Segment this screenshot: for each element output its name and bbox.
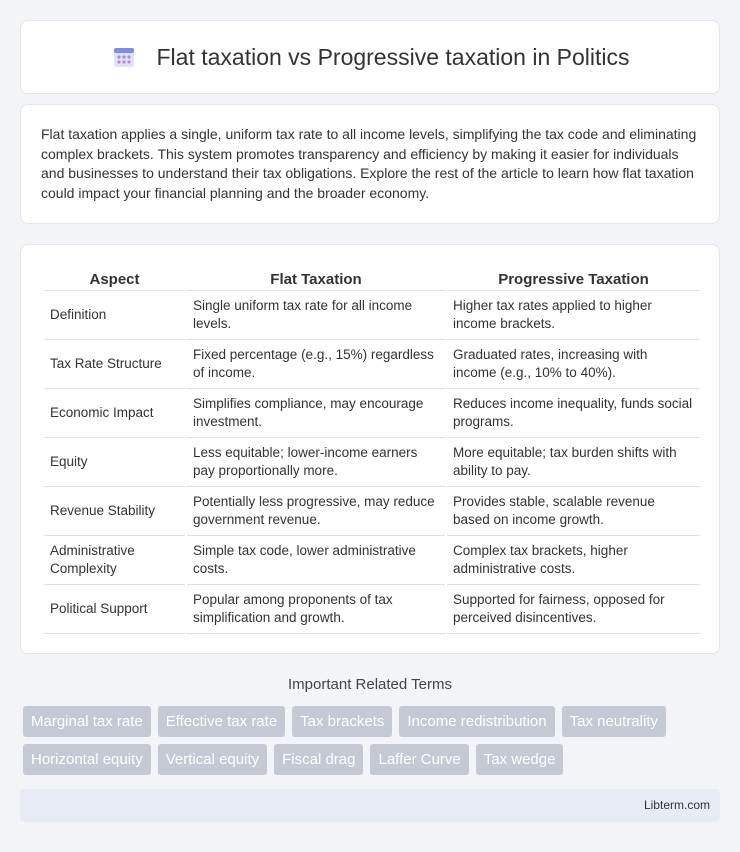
footer xyxy=(20,789,720,822)
term-tag[interactable]: Marginal tax rate xyxy=(23,706,151,737)
row-progressive: More equitable; tax burden shifts with ability to pay. xyxy=(447,438,700,487)
term-tag[interactable]: Vertical equity xyxy=(158,744,267,775)
term-tag[interactable]: Income redistribution xyxy=(399,706,554,737)
table-row xyxy=(44,585,700,634)
calendar-grid-icon xyxy=(111,44,137,70)
row-flat: Simple tax code, lower administrative costs. xyxy=(187,536,445,585)
row-progressive: Provides stable, scalable revenue based on income growth. xyxy=(447,487,700,536)
table-row xyxy=(44,438,700,487)
row-flat: Popular among proponents of tax simplification and growth. xyxy=(187,585,445,634)
term-tag[interactable]: Horizontal equity xyxy=(23,744,151,775)
footer-site-link[interactable]: Libterm.com xyxy=(643,798,710,812)
comparison-card xyxy=(20,244,720,654)
row-progressive: Supported for fairness, opposed for perceived disincentives. xyxy=(447,585,700,634)
row-progressive: Reduces income inequality, funds social programs. xyxy=(447,389,700,438)
row-aspect: Political Support xyxy=(44,585,185,634)
page-title: Flat taxation vs Progressive taxation in Politics xyxy=(156,43,630,70)
row-aspect: Tax Rate Structure xyxy=(44,340,185,389)
table-row xyxy=(44,487,700,536)
table-header-row xyxy=(44,265,700,291)
intro-card xyxy=(20,104,720,224)
comparison-table xyxy=(42,265,702,634)
header-progressive: Progressive Taxation xyxy=(447,265,700,291)
related-terms-list xyxy=(23,706,723,782)
row-aspect: Equity xyxy=(44,438,185,487)
table-row xyxy=(44,389,700,438)
table-row xyxy=(44,536,700,585)
row-flat: Single uniform tax rate for all income levels. xyxy=(187,291,445,340)
term-tag[interactable]: Laffer Curve xyxy=(370,744,468,775)
term-tag[interactable]: Tax neutrality xyxy=(562,706,666,737)
term-tag[interactable]: Effective tax rate xyxy=(158,706,285,737)
row-aspect: Economic Impact xyxy=(44,389,185,438)
row-progressive: Higher tax rates applied to higher income brackets. xyxy=(447,291,700,340)
row-progressive: Complex tax brackets, higher administrative costs. xyxy=(447,536,700,585)
row-flat: Simplifies compliance, may encourage investment. xyxy=(187,389,445,438)
row-flat: Potentially less progressive, may reduce government revenue. xyxy=(187,487,445,536)
row-progressive: Graduated rates, increasing with income (e.g., 10% to 40%). xyxy=(447,340,700,389)
row-aspect: Administrative Complexity xyxy=(44,536,185,585)
term-tag[interactable]: Tax brackets xyxy=(292,706,392,737)
table-row xyxy=(44,291,700,340)
header-card xyxy=(20,20,720,94)
table-row xyxy=(44,340,700,389)
intro-paragraph: Flat taxation applies a single, uniform tax rate to all income levels, simplifying the tax code and eliminating complex brackets. This system promotes transparency and efficiency by making it easier for individuals and businesses to understand their tax obligations. Explore the rest of the article to learn how flat taxation could impact your financial planning and the broader economy. xyxy=(41,126,697,201)
term-tag[interactable]: Tax wedge xyxy=(476,744,564,775)
header-flat: Flat Taxation xyxy=(187,265,445,291)
header-aspect: Aspect xyxy=(44,265,185,291)
row-aspect: Revenue Stability xyxy=(44,487,185,536)
related-terms-title: Important Related Terms xyxy=(288,676,452,693)
row-flat: Less equitable; lower-income earners pay proportionally more. xyxy=(187,438,445,487)
row-flat: Fixed percentage (e.g., 15%) regardless of income. xyxy=(187,340,445,389)
term-tag[interactable]: Fiscal drag xyxy=(274,744,363,775)
row-aspect: Definition xyxy=(44,291,185,340)
